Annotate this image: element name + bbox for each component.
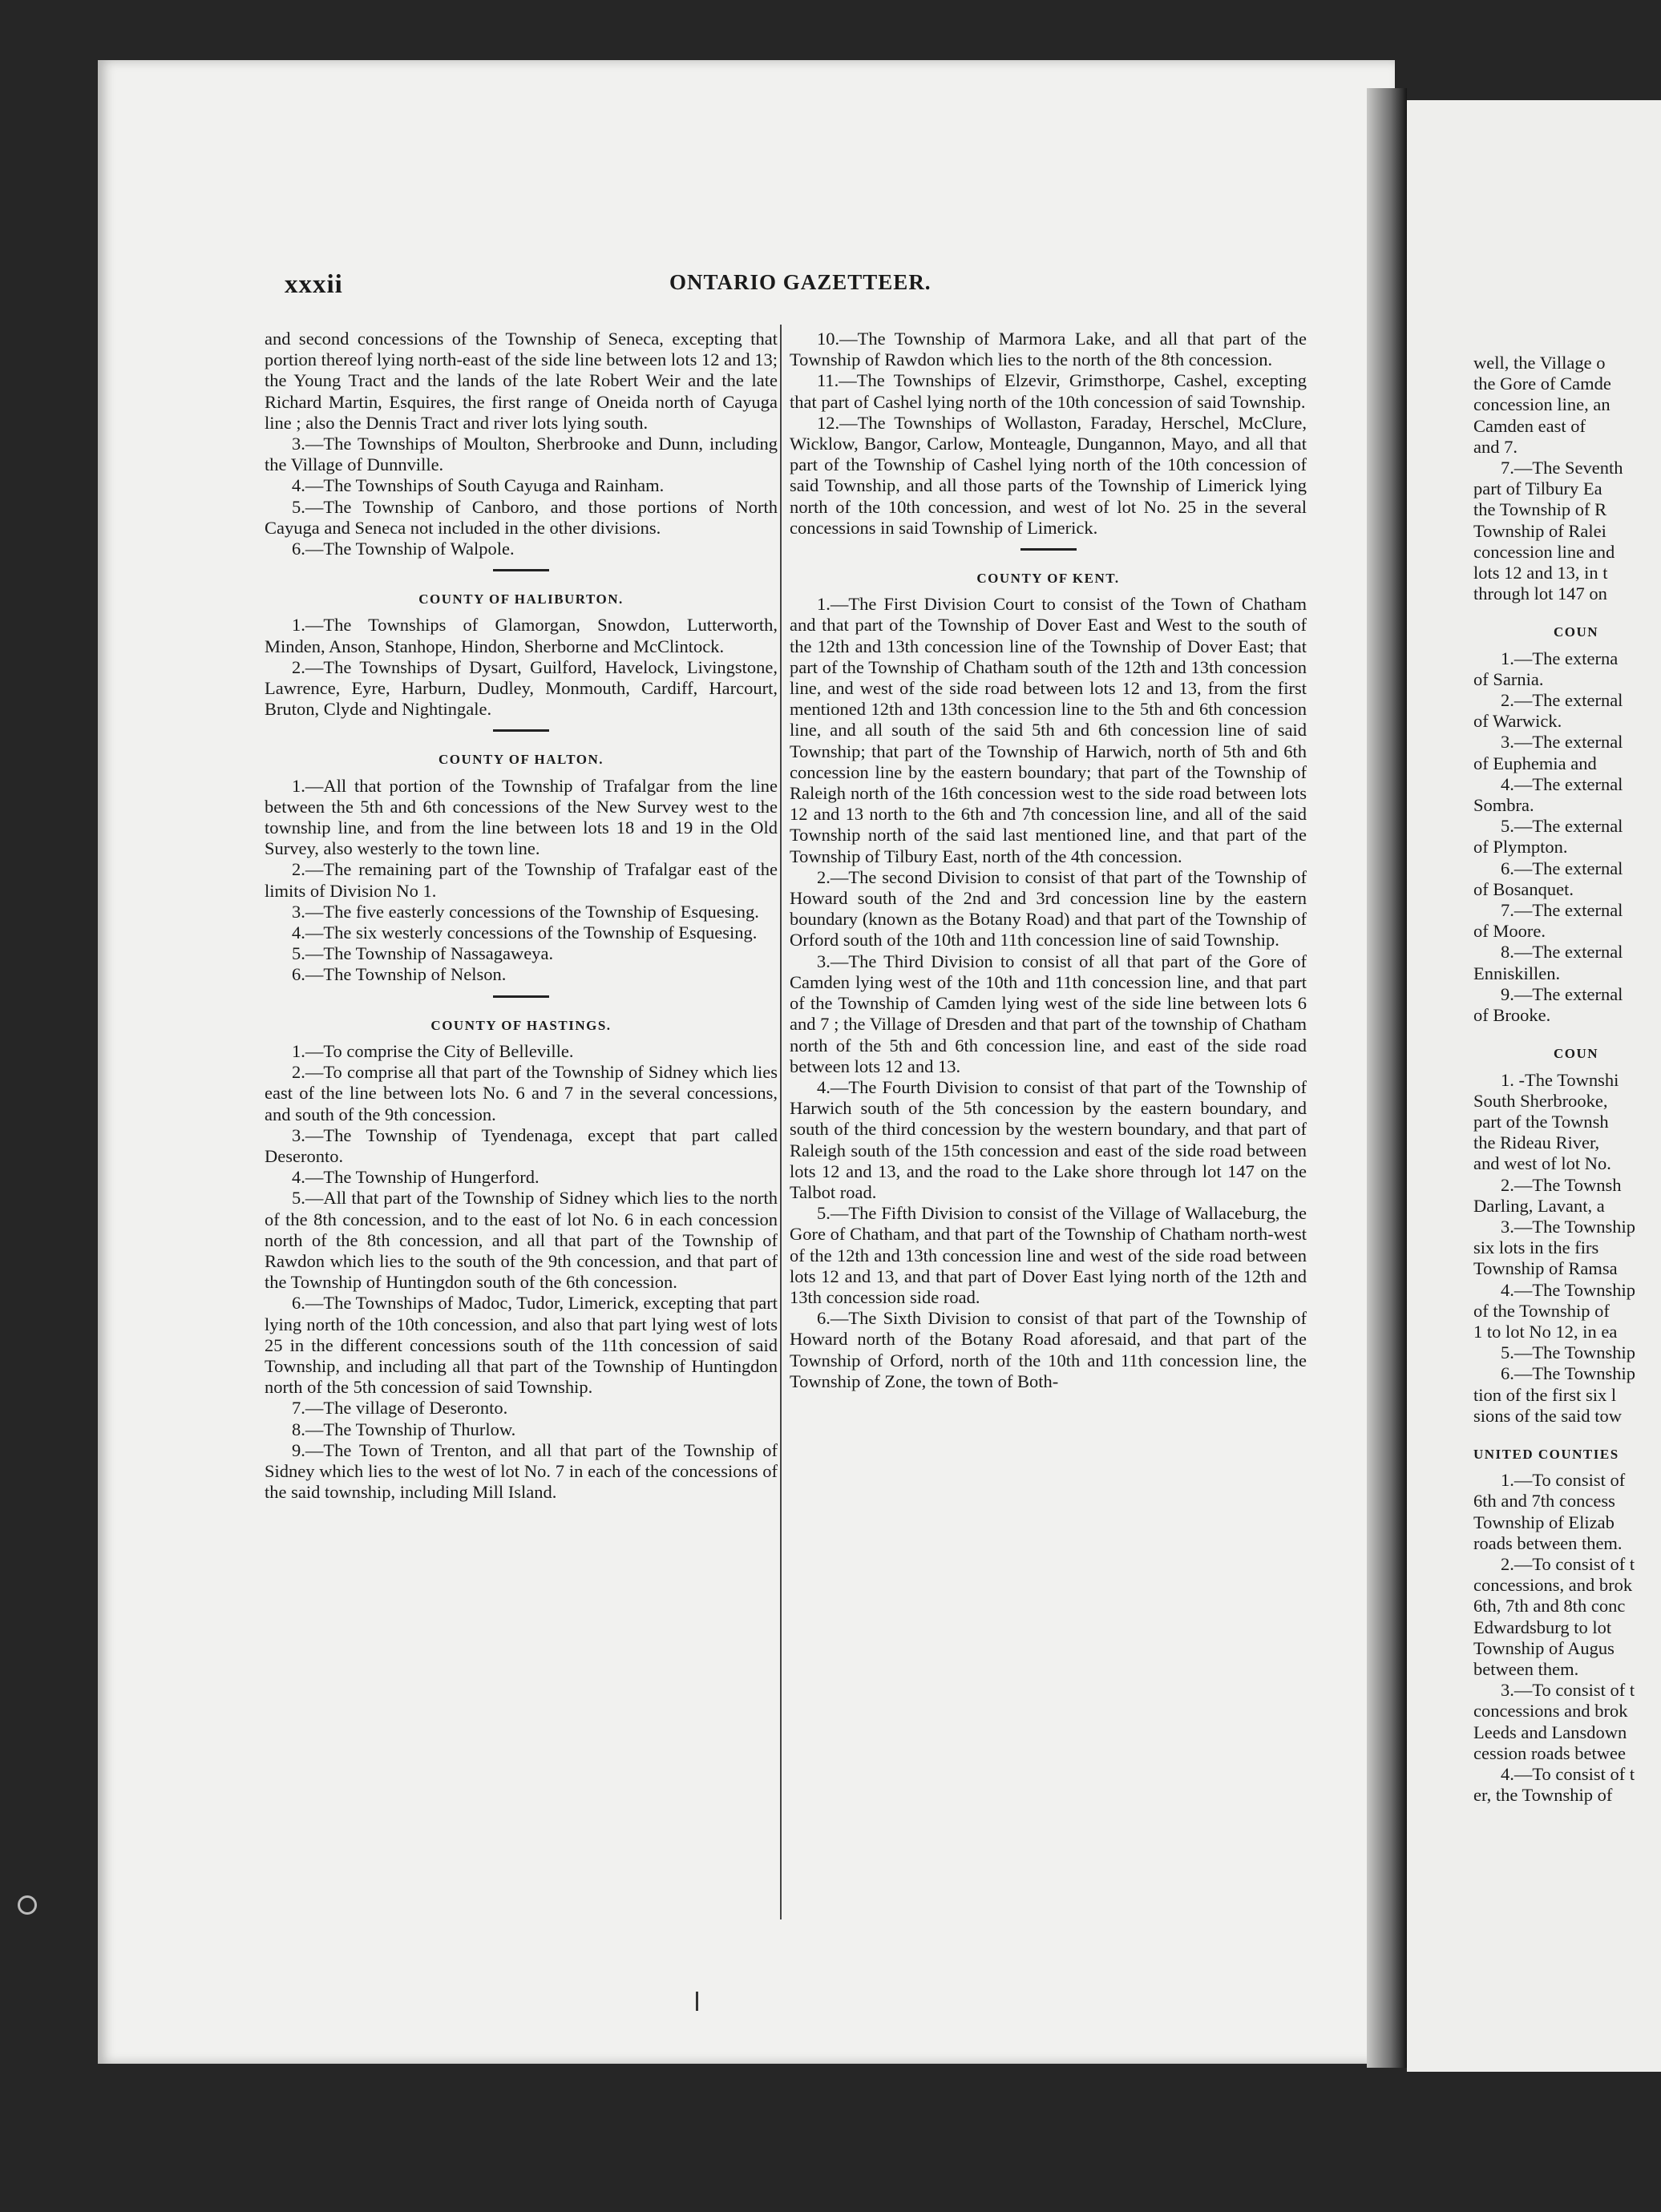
paragraph: 12.—The Townships of Wollaston, Faraday, Herschel, McClure, Wicklow, Bangor, Carlow, Monteagle, Dungannon, Mayo, and all that part of the Township of Cashel lying north of the 10th concession of said Township, and all those parts of the Township of Limerick lying north of the 10th concession, and west of lot No. 25 in the several concessions in said Township of Limerick. [790,412,1307,538]
paragraph: and second concessions of the Township of Seneca, excepting that portion thereof lying north-east of the side line between lots 12 and 13; the Young Tract and the lands of the late Robert Weir and the late Richard Martin, Esquires, the first range of Oneida north of Cayuga line ; also the Dennis Tract and river lots lying south. [265,329,778,433]
paragraph: 5.—The Township of Canboro, and those portions of North Cayuga and Seneca not included in the other divisions. [265,496,778,538]
text-line: the Township of R [1473,499,1607,520]
paragraph: 1.—All that portion of the Township of Trafalgar from the line between the 5th and 6th concessions of the New Survey west to the township line, and from the line between lots 18 and 19 in the Old Survey, also westerly to the town line. [265,775,778,859]
paragraph: 4.—The Townships of South Cayuga and Rainham. [292,475,665,496]
section-rule [493,995,549,998]
text-line: 2.—To consist of t [1501,1553,1635,1574]
paragraph: 5.—The Township of Nassagaweya. [292,943,554,964]
section-heading: COUN [1554,624,1599,640]
text-line: Sombra. [1473,795,1534,816]
text-line: 2.—The external [1501,690,1623,711]
text-line: and 7. [1473,436,1518,457]
text-line: six lots in the firs [1473,1237,1599,1258]
paragraph: 3.—The five easterly concessions of the Township of Esquesing. [292,901,759,922]
text-line: of Sarnia. [1473,668,1544,689]
text-line: the Gore of Camde [1473,373,1611,394]
text-line: through lot 147 on [1473,583,1607,604]
paragraph: 1.—The First Division Court to consist of the Town of Chatham and that part of the Township of Dover East and West to the south of the 12th and 13th concession line of the Township of Dover East; that part of the Township of Chatham south of the 12th and 13th concession line, and west of the side road between lots 12 and 13, from the first mentioned 12th and 13th concession line to the 5th and 6th concession line, and all south of the said 5th and 6th concession line of said Township; that part of the Township of Harwich, north of 5th and 6th concession line by the eastern boundary; that part of the Township of Raleigh north of the 16th concession west to the side road between lots 12 and 13 north to the 6th and 7th concession line, and all of the said Township north of the said last mentioned line, and that part of the Township of Tilbury East, north of the 4th concession. [790,594,1307,866]
paragraph: 4.—The Township of Hungerford. [292,1167,540,1188]
text-line: roads between them. [1473,1532,1623,1553]
paragraph: 8.—The Township of Thurlow. [292,1419,516,1439]
footer-mark [696,1992,698,2011]
paragraph: 6.—The Township of Walpole. [292,539,515,559]
text-line: 7.—The Seventh [1501,458,1623,478]
text-line: Township of Elizab [1473,1512,1615,1532]
text-line: 5.—The Township [1501,1342,1636,1363]
section-heading: COUNTY OF KENT. [976,571,1120,587]
text-line: Enniskillen. [1473,963,1561,983]
text-line: Edwardsburg to lot [1473,1617,1612,1637]
text-line: of Bosanquet. [1473,878,1574,899]
paragraph: 5.—The Fifth Division to consist of the Village of Wallaceburg, the Gore of Chatham, and that part of the Township of Chatham north-west of the 12th and 13th concession line and west of the side road between lots 12 and 13, and that part of Dover East lying north of the 12th and 13th concession side road. [790,1203,1307,1307]
right-page-column [1473,353,1661,1806]
paragraph: 6.—The Township of Nelson. [292,964,507,985]
paragraph: 10.—The Township of Marmora Lake, and all that part of the Township of Rawdon which lies to the north of the 8th concession. [790,329,1307,370]
text-line: lots 12 and 13, in t [1473,563,1608,583]
book-spine [1367,88,1407,2068]
paragraph: 2.—The second Division to consist of that part of the Township of Howard south of the 2nd and 3rd concession line by the eastern boundary (known as the Botany Road) and that part of the Township of Orford south of the 10th and 11th concession line of said Township. [790,866,1307,951]
text-line: part of Tilbury Ea [1473,478,1602,499]
paragraph: 3.—The Third Division to consist of all that part of the Gore of Camden lying west of the 10th and 11th concession line, and that part of the Township of Camden lying west of the side line between lots 6 and 7 ; the Village of Dresden and that part of the township of Chatham north of the 5th and 6th concession line, and east of the side road between lots 12 and 13. [790,951,1307,1076]
middle-column [790,329,1307,1392]
text-line: and west of lot No. [1473,1153,1611,1174]
text-line: of the Township of [1473,1300,1610,1321]
text-line: 6th, 7th and 8th conc [1473,1596,1626,1617]
paragraph: 4.—The Fourth Division to consist of that part of the Township of Harwich south of the 5th concession by the eastern boundary, and south of the third concession by the western boundary, and that part of Raleigh south of the 15th concession and east of the side road between lots 12 and 13, and the road to the Lake shore through lot 147 on the Talbot road. [790,1076,1307,1202]
text-line: between them. [1473,1658,1579,1679]
text-line: of Warwick. [1473,711,1562,732]
section-rule [1020,548,1077,551]
text-line: part of the Townsh [1473,1111,1609,1132]
text-line: 1.—The externa [1501,648,1619,668]
text-line: 1 to lot No 12, in ea [1473,1321,1618,1342]
paragraph: 3.—The Townships of Moulton, Sherbrooke and Dunn, including the Village of Dunnville. [265,434,778,475]
section-heading: COUNTY OF HASTINGS. [430,1017,612,1033]
text-line: tion of the first six l [1473,1384,1617,1405]
left-column [265,329,778,1503]
paragraph: 9.—The Town of Trenton, and all that part of the Township of Sidney which lies to the west of lot No. 7 in each of the concessions of the said township, including Mill Island. [265,1439,778,1503]
text-line: sions of the said tow [1473,1405,1622,1426]
paragraph: 2.—The remaining part of the Township of Trafalgar east of the limits of Division No 1. [265,859,778,901]
text-line: Township of Ralei [1473,520,1606,541]
text-line: Camden east of [1473,415,1586,436]
text-line: the Rideau River, [1473,1132,1600,1153]
text-line: concessions and brok [1473,1701,1628,1722]
text-line: 4.—The external [1501,773,1623,794]
text-line: 8.—The external [1501,942,1623,963]
text-line: er, the Township of [1473,1785,1613,1806]
text-line: 4.—The Township [1501,1279,1636,1300]
text-line: 3.—To consist of t [1501,1680,1635,1701]
paragraph: 6.—The Townships of Madoc, Tudor, Limerick, excepting that part lying north of the 10th concession, and also that part lying west of lots 25 in the different concessions south of the 11th concession of said Township, and including all that part of the Township of Huntingdon north of the 5th concession of said Township. [265,1293,778,1398]
section-heading: COUNTY OF HALTON. [438,752,604,768]
edge-mark [18,1895,37,1915]
paragraph: 3.—The Township of Tyendenaga, except that part called Deseronto. [265,1124,778,1166]
paragraph: 1.—The Townships of Glamorgan, Snowdon, Lutterworth, Minden, Anson, Stanhope, Hindon, Sherborne and McClintock. [265,615,778,656]
text-line: of Moore. [1473,921,1546,942]
text-line: 4.—To consist of t [1501,1764,1635,1784]
paragraph: 5.—All that part of the Township of Sidney which lies to the north of the 8th concession, and to the east of lot No. 6 in each concession north of the 8th concession, and all that part of the Township of Rawdon which lies to the south of the 9th concession, and that part of the Township of Huntingdon south of the 6th concession. [265,1188,778,1293]
text-line: 6.—The external [1501,858,1623,878]
text-line: 6th and 7th concess [1473,1491,1615,1512]
section-rule [493,569,549,571]
text-line: concession line, an [1473,394,1610,415]
section-rule [493,729,549,732]
running-title: ONTARIO GAZETTEER. [669,270,932,294]
text-line: cession roads betwee [1473,1742,1626,1763]
text-line: South Sherbrooke, [1473,1090,1608,1111]
paragraph: 4.—The six westerly concessions of the Township of Esquesing. [292,922,758,943]
text-line: Leeds and Lansdown [1473,1722,1627,1742]
paragraph: 11.—The Townships of Elzevir, Grimsthorpe, Cashel, excepting that part of Cashel lying north of the 10th concession of said Township. [790,370,1307,412]
paragraph: 6.—The Sixth Division to consist of that part of the Township of Howard north of the Botany Road aforesaid, and that part of the Township of Orford, north of the 10th and 11th concession line, the Township of Zone, the town of Both- [790,1308,1307,1391]
text-line: 6.—The Township [1501,1363,1636,1384]
text-line: 3.—The external [1501,732,1623,753]
text-line: Township of Ramsa [1473,1258,1618,1279]
section-heading: COUN [1554,1046,1599,1062]
text-line: concession line and [1473,541,1615,562]
text-line: 9.—The external [1501,983,1623,1004]
text-line: of Plympton. [1473,837,1568,858]
page-header [285,270,1283,302]
section-heading: UNITED COUNTIES [1473,1446,1619,1462]
column-divider [780,325,782,1919]
text-line: 5.—The external [1501,816,1623,837]
text-line: 1.—To consist of [1501,1470,1626,1491]
text-line: Darling, Lavant, a [1473,1195,1605,1216]
paragraph: 1.—To comprise the City of Belleville. [292,1040,574,1061]
text-line: Township of Augus [1473,1637,1615,1658]
paragraph: 7.—The village of Deseronto. [292,1398,508,1419]
text-line: 1. -The Townshi [1501,1069,1619,1090]
text-line: of Euphemia and [1473,753,1597,773]
text-line: 2.—The Townsh [1501,1174,1622,1195]
text-line: well, the Village o [1473,353,1606,373]
section-heading: COUNTY OF HALIBURTON. [418,591,624,607]
page-number: xxxii [285,270,343,299]
text-line: 3.—The Township [1501,1216,1636,1237]
text-line: concessions, and brok [1473,1575,1633,1596]
paragraph: 2.—The Townships of Dysart, Guilford, Havelock, Livingstone, Lawrence, Eyre, Harburn, Dudley, Monmouth, Cardiff, Harcourt, Bruton, Clyde and Nightingale. [265,656,778,720]
text-line: of Brooke. [1473,1005,1551,1026]
text-line: 7.—The external [1501,900,1623,921]
paragraph: 2.—To comprise all that part of the Township of Sidney which lies east of the line between lots No. 6 and 7 in the several concessions, and south of the 9th concession. [265,1062,778,1124]
